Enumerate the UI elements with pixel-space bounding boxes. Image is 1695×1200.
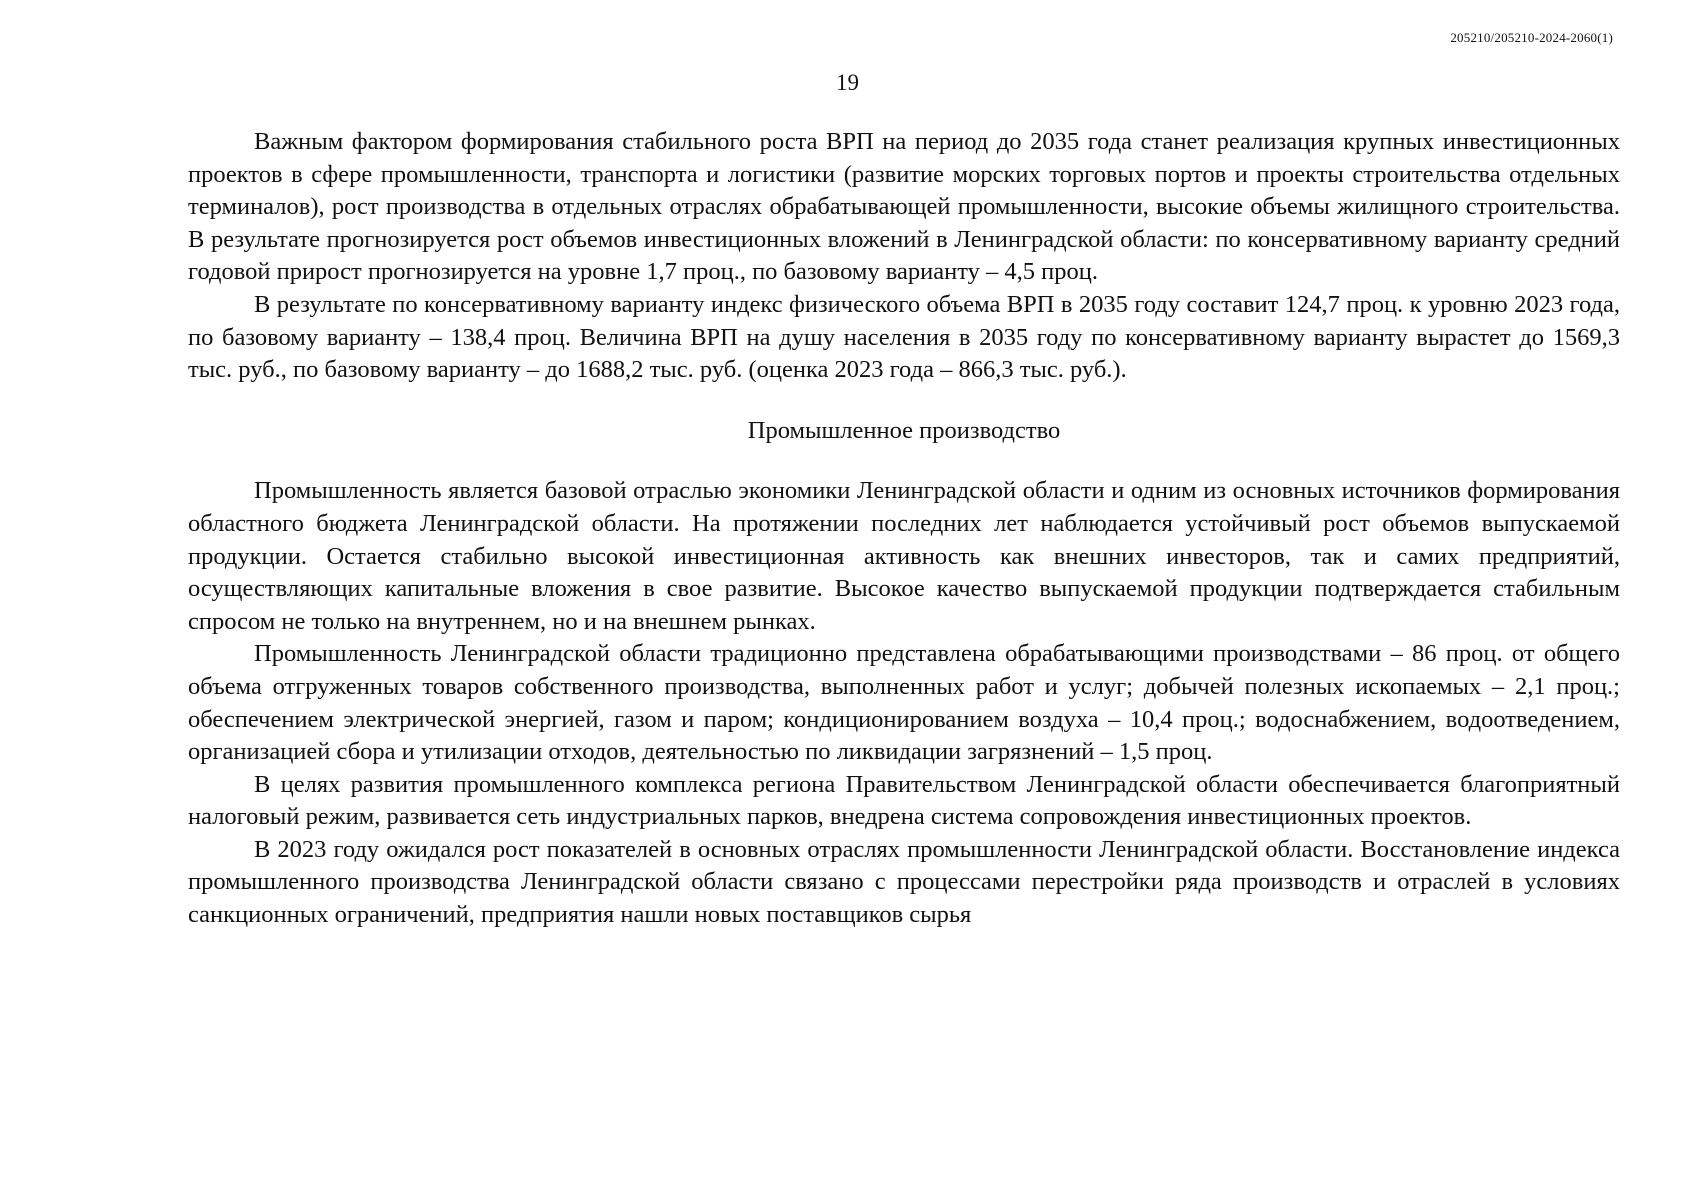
paragraph-grp-forecast: В результате по консервативному варианту индекс физического объема ВРП в 2035 году составит 124,7 проц. к уровню 2023 года, по базовому варианту – 138,4 проц. Величина ВРП на душу населения в 2035 году по консервативному варианту вырастет до 1569,3 тыс. руб., по базовому варианту – до 1688,2 тыс. руб. (оценка 2023 года – 866,3 тыс. руб.). xyxy=(188,290,1620,384)
paragraph-industry-overview: Промышленность является базовой отраслью экономики Ленинградской области и одним из основных источников формирования областного бюджета Ленинградской области. На протяжении последних лет наблюдается устойчивый рост объемов выпускаемой продукции. Остается стабильно высокой инвестиционная активность как внешних инвесторов, так и самих предприятий, осуществляющих капитальные вложения в свое развитие. Высокое качество выпускаемой продукции подтверждается стабильным спросом не только на внутреннем, но и на внешнем рынках. xyxy=(188,477,1620,635)
section-heading: Промышленное производство xyxy=(747,416,1061,444)
paragraph-2023-growth: В 2023 году ожидался рост показателей в основных отраслях промышленности Ленинградской области. Восстановление индекса промышленного производства Ленинградской области связано с процессами перестройки ряда производств и отраслей в условиях санкционных ограничений, предприятия нашли новых поставщиков сырья xyxy=(188,835,1620,929)
paragraph-government-support: В целях развития промышленного комплекса региона Правительством Ленинградской области обеспечивается благоприятный налоговый режим, развивается сеть индустриальных парков, внедрена система сопровождения инвестиционных проектов. xyxy=(188,770,1620,831)
page-number: 19 xyxy=(836,70,859,95)
paragraph-investment-factors: Важным фактором формирования стабильного роста ВРП на период до 2035 года станет реализация крупных инвестиционных проектов в сфере промышленности, транспорта и логистики (развитие морских торговых портов и проекты строительства отдельных терминалов), рост производства в отдельных отраслях обрабатывающей промышленности, высокие объемы жилищного строительства. В результате прогнозируется рост объемов инвестиционных вложений в Ленинградской области: по консервативному варианту средний годовой прирост прогнозируется на уровне 1,7 проц., по базовому варианту – 4,5 проц. xyxy=(188,128,1620,286)
paragraph-industry-structure: Промышленность Ленинградской области традиционно представлена обрабатывающими производствами – 86 проц. от общего объема отгруженных товаров собственного производства, выполненных работ и услуг; добычей полезных ископаемых – 2,1 проц.; обеспечением электрической энергией, газом и паром; кондиционированием воздуха – 10,4 проц.; водоснабжением, водоотведением, организацией сбора и утилизации отходов, деятельностью по ликвидации загрязнений – 1,5 проц. xyxy=(188,640,1620,766)
document-body xyxy=(188,126,1620,932)
document-id: 205210/205210-2024-2060(1) xyxy=(1450,30,1613,45)
